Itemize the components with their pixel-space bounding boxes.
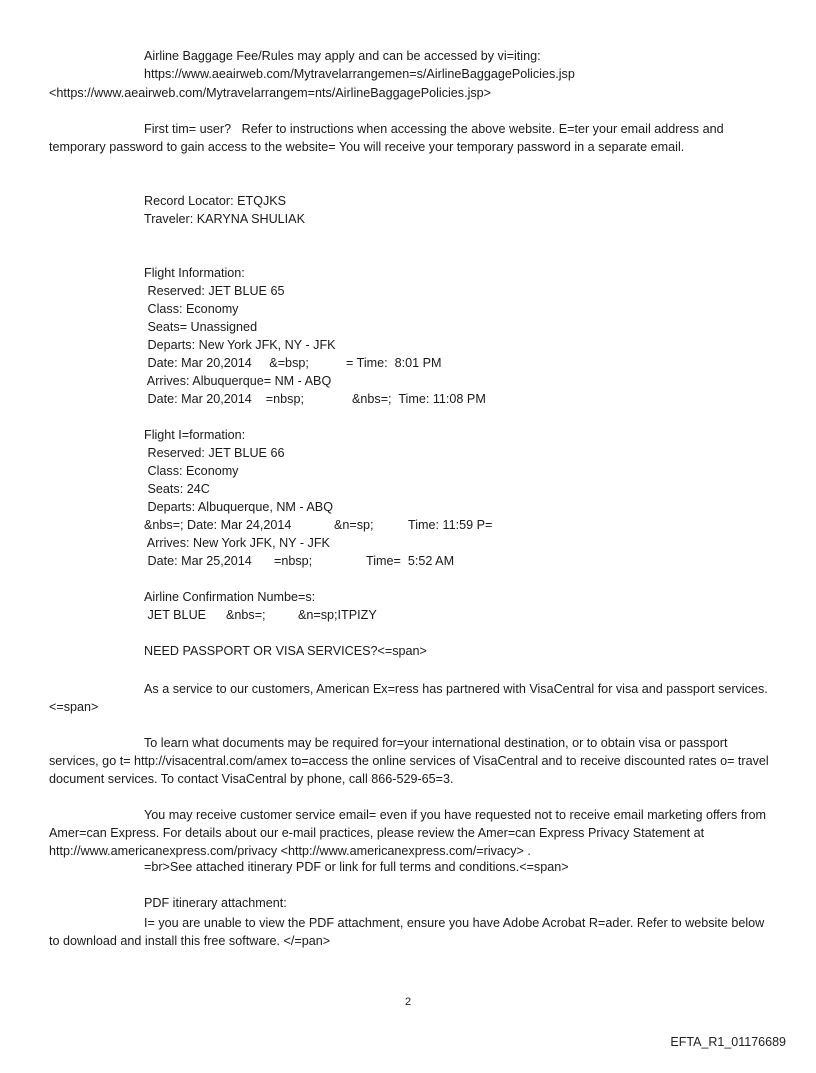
passport-heading: NEED PASSPORT OR VISA SERVICES?<=span> [144,644,427,658]
pdf-heading: PDF itinerary attachment: [144,896,287,910]
flight1-depart-date: Date: Mar 20,2014 &=bsp; [144,356,309,370]
confirmation-airline: JET BLUE [144,608,207,622]
flight2-class: Class: Economy [144,464,239,478]
flight2-depart-date: &nbs=; Date: Mar 24,2014 [144,518,292,532]
flight2-reserved: Reserved: JET BLUE 66 [144,446,285,460]
flight2-depart-time: Time: 11:59 P= [408,518,493,532]
flight2-arrive-nbsp: =nbsp; [274,554,313,568]
flight1-arrive-time: &nbs=; Time: 11:08 PM [352,392,486,406]
flight1-arrive-date: Date: Mar 20,2014 =nbsp; [144,392,304,406]
flight2-seats: Seats: 24C [144,482,210,496]
flight1-heading: Flight Information: [144,266,245,280]
flight2-departs: Departs: Albuquerque, NM - ABQ [144,500,333,514]
baggage-url-bracketed: <https://www.aeairweb.com/Mytravelarrangem=nts/AirlineBaggagePolicies.jsp> [49,86,492,100]
confirmation-heading: Airline Confirmation Numbe=s: [144,590,316,604]
confirmation-nbsp: &nbs=; [226,608,266,622]
flight2-heading: Flight I=formation: [144,428,246,442]
flight1-reserved: Reserved: JET BLUE 65 [144,284,285,298]
document-id: EFTA_R1_01176689 [670,1035,786,1049]
flight1-seats: Seats= Unassigned [144,320,258,334]
flight2-arrives: Arrives: New York JFK, NY - JFK [144,536,330,550]
flight1-departs: Departs: New York JFK, NY - JFK [144,338,336,352]
flight1-depart-time: = Time: 8:01 PM [346,356,442,370]
itinerary-terms-line: =br>See attached itinerary PDF or link for full terms and conditions.<=span> [144,860,569,874]
privacy-paragraph: You may receive customer service email= even if you have requested not to receive email marketing offers from Amer=can Express. For details about our e-mail practices, please review the Amer=can Express Privacy Statement at http://www.americanexpress.com/privacy <http://www.americanexpress.com/=rivacy> . [49,808,766,858]
flight2-arrive-date: Date: Mar 25,2014 [144,554,252,568]
passport-paragraph-2: To learn what documents may be required for=your international destination, or to obtain visa or passport services, go t= http://visacentral.com/amex to=access the online services of VisaCentral and to receive discounted rates o= travel document services. To contact VisaCentral by phone, call 866-529-65=3. [49,736,769,786]
first-time-line-2: temporary password to gain access to the website= You will receive your temporary password in a separate email. [49,140,685,154]
flight2-arrive-time: Time= 5:52 AM [366,554,455,568]
flight2-depart-nbsp: &n=sp; [334,518,374,532]
pdf-body: I= you are unable to view the PDF attachment, ensure you have Adobe Acrobat R=ader. Refer to website below to download and install this free software. </=pan> [49,916,765,948]
confirmation-code: &n=sp;ITPIZY [298,608,377,622]
baggage-url: https://www.aeairweb.com/Mytravelarrangemen=s/AirlineBaggagePolicies.jsp [144,67,575,81]
passport-paragraph-1: As a service to our customers, American Ex=ress has partnered with VisaCentral for visa and passport services. <=span> [49,682,768,714]
flight1-arrives: Arrives: Albuquerque= NM - ABQ [144,374,332,388]
record-locator: Record Locator: ETQJKS [144,194,287,208]
flight1-class: Class: Economy [144,302,239,316]
first-time-line-1: First tim= user? Refer to instructions when accessing the above website. E=ter your email address and [144,122,724,136]
page-number: 2 [404,996,412,1008]
baggage-line-1: Airline Baggage Fee/Rules may apply and can be accessed by vi=iting: [144,49,541,63]
traveler-name: Traveler: KARYNA SHULIAK [144,212,305,226]
